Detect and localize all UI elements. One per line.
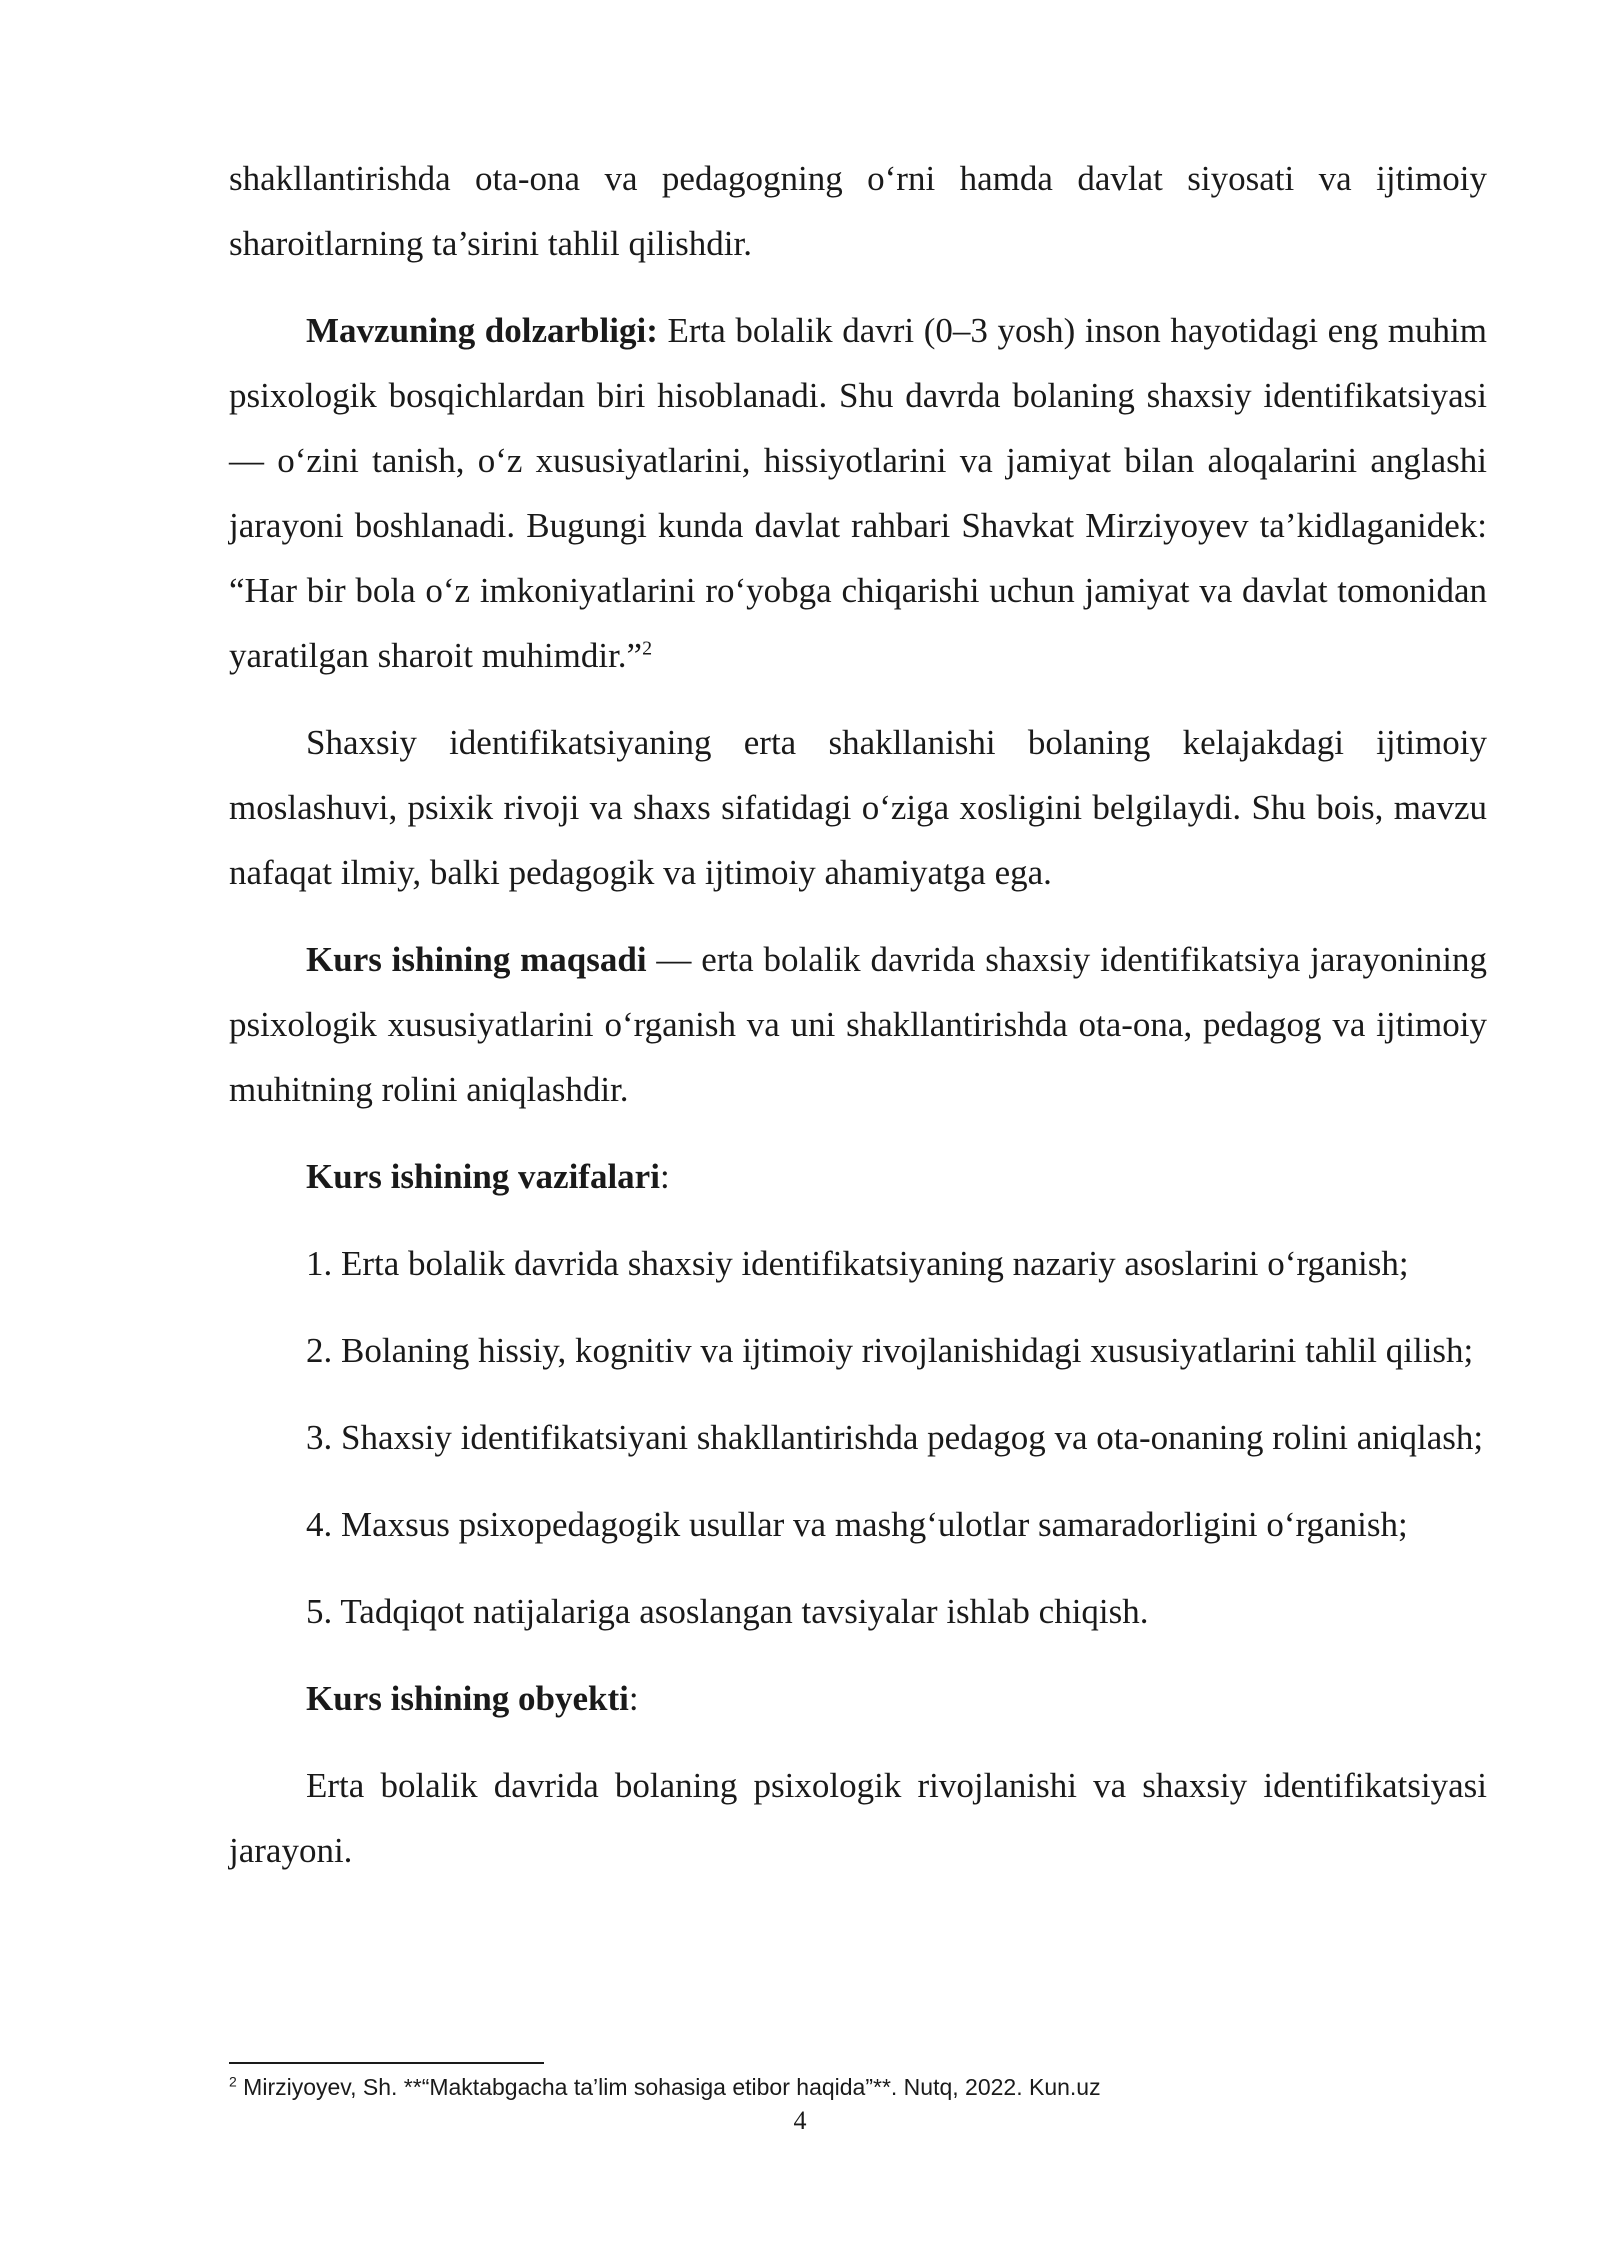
tasks-heading: Kurs ishining vazifalari [306, 1157, 660, 1196]
footnote-text: Mirziyoyev, Sh. **“Maktabgacha ta’lim sohasiga etibor haqida”**. Nutq, 2022. Kun.uz [236, 2074, 1101, 2100]
relevance-text: Erta bolalik davri (0–3 yosh) inson hayotidagi eng muhim psixologik bosqichlardan biri hisoblanadi. Shu davrda bolaning shaxsiy identifikatsiyasi — o‘zini tanish, o‘z xususiyatlarini, hissiyotlarini va jamiyat bilan aloqalarini anglashi jarayoni boshlanadi. Bugungi kunda davlat rahbari Shavkat Mirziyoyev ta’kidlaganidek: “Har bir bola o‘z imkoniyatlarini ro‘yobga chiqarishi uchun jamiyat va davlat tomonidan yaratilgan sharoit muhimdir.” [229, 311, 1487, 675]
footnote-number: 2 [229, 2073, 237, 2090]
footnote-separator [229, 2062, 544, 2064]
list-item: 2. Bolaning hissiy, kognitiv va ijtimoiy rivojlanishidagi xususiyatlarini tahlil qilish; [306, 1331, 1474, 1370]
document-body [229, 146, 1487, 1883]
tasks-heading-colon: : [659, 1157, 670, 1196]
page-number: 4 [793, 2106, 807, 2135]
object-heading: Kurs ishining obyekti [306, 1679, 629, 1718]
list-item: 1. Erta bolalik davrida shaxsiy identifikatsiyaning nazariy asoslarini o‘rganish; [306, 1244, 1409, 1283]
goal-heading: Kurs ishining maqsadi [306, 940, 647, 979]
paragraph-significance: Shaxsiy identifikatsiyaning erta shakllanishi bolaning kelajakdagi ijtimoiy moslashuvi, psixik rivoji va shaxs sifatidagi o‘ziga xosligini belgilaydi. Shu bois, mavzu nafaqat ilmiy, balki pedagogik va ijtimoiy ahamiyatga ega. [229, 723, 1487, 892]
object-heading-colon: : [628, 1679, 639, 1718]
footnote-reference[interactable]: 2 [642, 637, 653, 660]
goal-text: — erta bolalik davrida shaxsiy identifikatsiya jarayonining psixologik xususiyatlarini o‘rganish va uni shakllantirishda ota-ona, pedagog va ijtimoiy muhitning rolini aniqlashdir. [229, 940, 1487, 1109]
relevance-heading: Mavzuning dolzarbligi: [306, 311, 658, 350]
list-item: 3. Shaxsiy identifikatsiyani shakllantirishda pedagog va ota-onaning rolini aniqlash; [306, 1418, 1484, 1457]
footnote [229, 2072, 1487, 2102]
list-item: 5. Tadqiqot natijalariga asoslangan tavsiyalar ishlab chiqish. [306, 1592, 1149, 1631]
list-item: 4. Maxsus psixopedagogik usullar va mashg‘ulotlar samaradorligini o‘rganish; [306, 1505, 1408, 1544]
paragraph-relevance [229, 298, 1487, 688]
paragraph-continuation: shakllantirishda ota-ona va pedagogning o‘rni hamda davlat siyosati va ijtimoiy sharoitlarning ta’sirini tahlil qilishdir. [229, 159, 1487, 263]
paragraph-object: Erta bolalik davrida bolaning psixologik rivojlanishi va shaxsiy identifikatsiyasi jarayoni. [229, 1766, 1487, 1870]
tasks-heading-line [229, 1144, 1487, 1209]
object-heading-line [229, 1666, 1487, 1731]
paragraph-goal [229, 927, 1487, 1122]
